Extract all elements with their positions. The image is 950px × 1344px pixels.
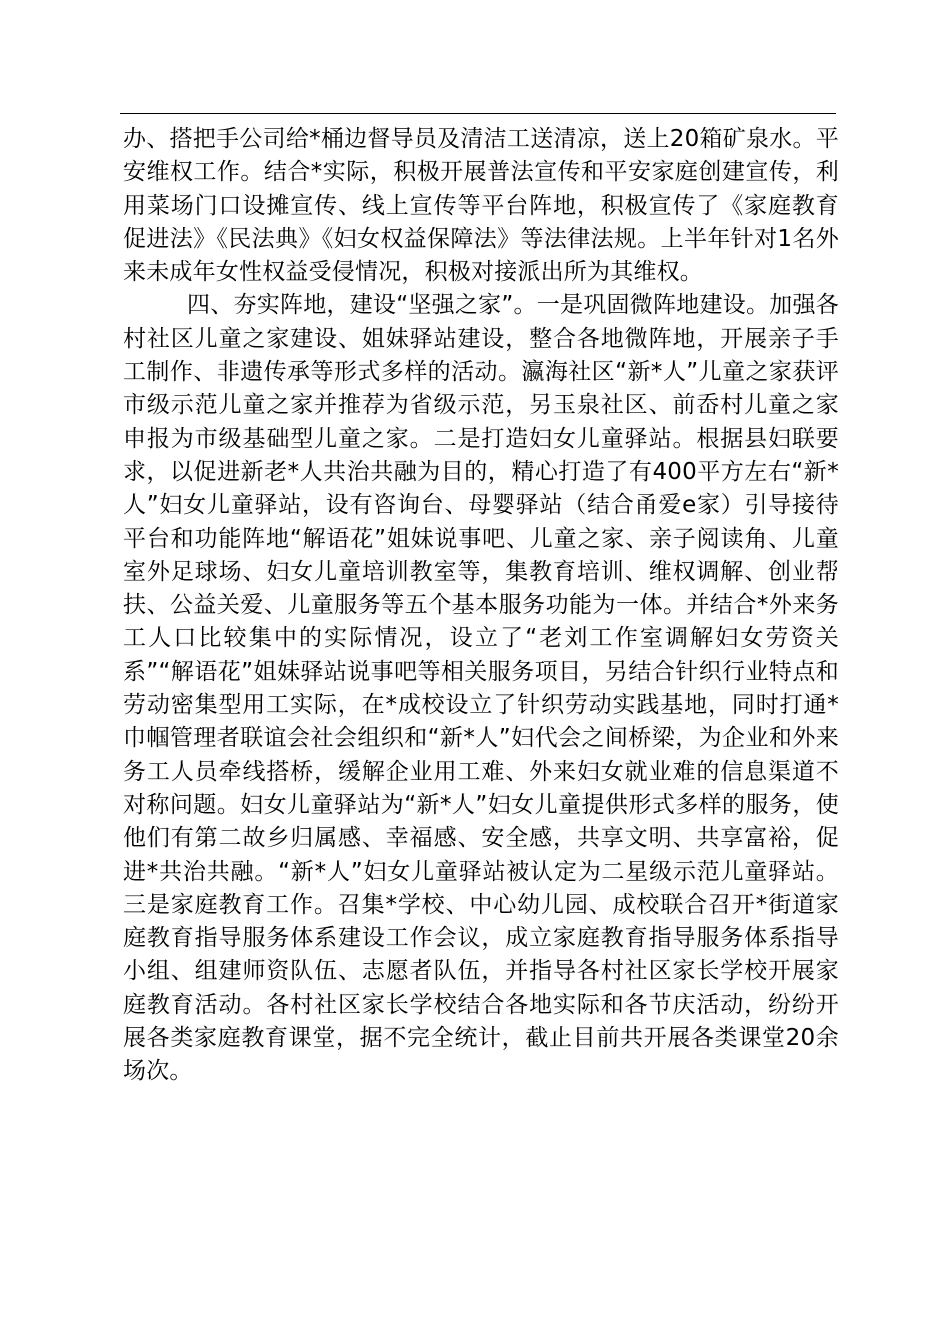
paragraph-continued: 办、搭把手公司给*桶边督导员及清洁工送清凉，送上20箱矿泉水。平安维权工作。结合*实际，积极开展普法宣传和平安家庭创建宣传，利用菜场门口设摊宣传、线上宣传等平台阵地，积极宣传了《家庭教育促进法》《民法典》《妇女权益保障法》等法律法规。上半年针对1名外来未成年女性权益受侵情况，积极对接派出所为其维权。 [123,126,839,286]
paragraph-section-four: 四、夯实阵地，建设“坚强之家”。一是巩固微阵地建设。加强各村社区儿童之家建设、姐妹驿站建设，整合各地微阵地，开展亲子手工制作、非遗传承等形式多样的活动。瀛海社区“新*人”儿童之家获评市级示范儿童之家并推荐为省级示范，另玉泉社区、前岙村儿童之家申报为市级基础型儿童之家。二是打造妇女儿童驿站。根据县妇联要求，以促进新老*人共治共融为目的，精心打造了有400平方左右“新*人”妇女儿童驿站，设有咨询台、母婴驿站（结合甬爱e家）引导接待平台和功能阵地“解语花”姐妹说事吧、儿童之家、亲子阅读角、儿童室外足球场、妇女儿童培训教室等，集教育培训、维权调解、创业帮扶、公益关爱、儿童服务等五个基本服务功能为一体。并结合*外来务工人口比较集中的实际情况，设立了“老刘工作室调解妇女劳资关系”“解语花”姐妹驿站说事吧等相关服务项目，另结合针织行业特点和劳动密集型用工实际，在*成校设立了针织劳动实践基地，同时打通*巾帼管理者联谊会社会组织和“新*人”妇代会之间桥梁，为企业和外来务工人员牵线搭桥，缓解企业用工难、外来妇女就业难的信息渠道不对称问题。妇女儿童驿站为“新*人”妇女儿童提供形式多样的服务，使他们有第二故乡归属感、幸福感、安全感，共享文明、共享富裕，促进*共治共融。“新*人”妇女儿童驿站被认定为二星级示范儿童驿站。三是家庭教育工作。召集*学校、中心幼儿园、成校联合召开*街道家庭教育指导服务体系建设工作会议，成立家庭教育指导服务体系指导小组、组建师资队伍、志愿者队伍，并指导各村社区家长学校开展家庭教育活动。各村社区家长学校结合各地实际和各节庆活动，纷纷开展各类家庭教育课堂，据不完全统计，截止目前共开展各类课堂20余场次。 [123,292,839,1085]
document-body [123,123,839,1089]
header-rule [120,113,836,114]
